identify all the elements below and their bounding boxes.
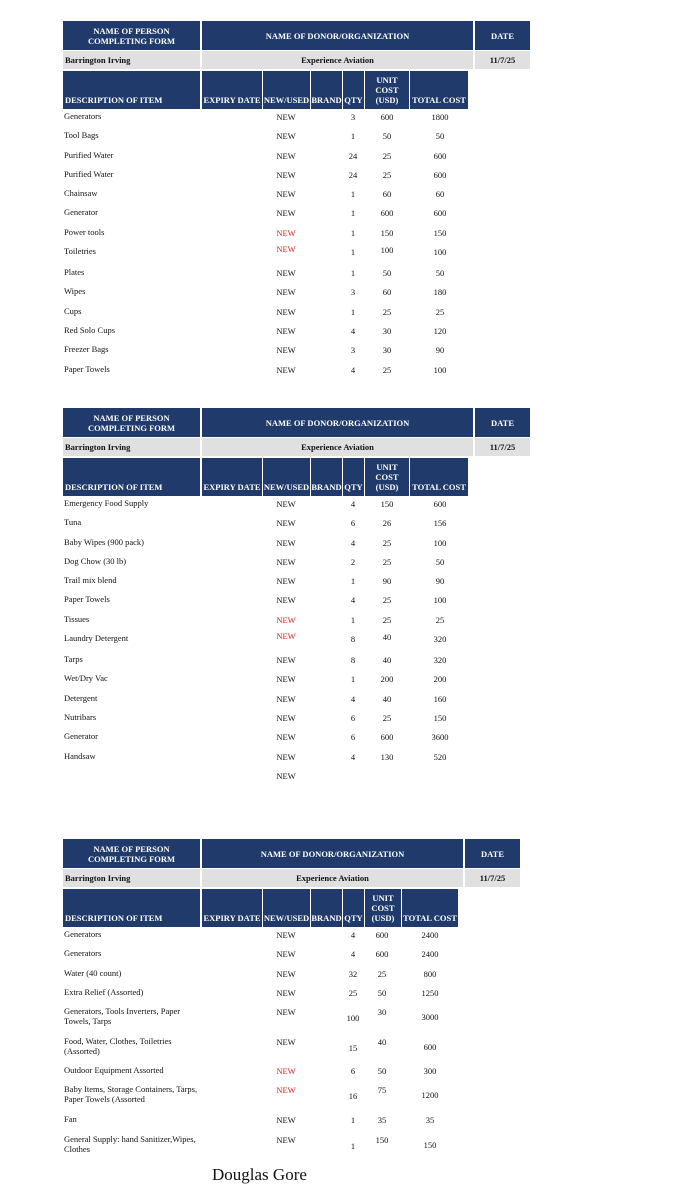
person-name: Barrington Irving: [63, 869, 200, 887]
header-donor: NAME OF DONOR/ORGANIZATION: [202, 839, 463, 868]
donor-name: Experience Aviation: [202, 869, 463, 887]
form-date: 11/7/25: [475, 51, 530, 69]
col-new-used: NEW/USED: [263, 71, 310, 109]
header-date: DATE: [475, 21, 530, 50]
form-date: 11/7/25: [465, 869, 520, 887]
person-name: Barrington Irving: [63, 438, 200, 456]
col-unit-cost: UNIT COST (USD): [365, 458, 409, 496]
col-brand: BRAND: [311, 71, 342, 109]
header-donor: NAME OF DONOR/ORGANIZATION: [202, 408, 473, 437]
donor-name: Experience Aviation: [202, 438, 473, 456]
col-unit-cost: UNIT COST (USD): [365, 71, 409, 109]
col-brand: BRAND: [311, 458, 342, 496]
col-unit-cost: UNIT COST (USD): [365, 889, 401, 927]
form-date: 11/7/25: [475, 438, 530, 456]
col-new-used: NEW/USED: [263, 458, 310, 496]
col-description: DESCRIPTION OF ITEM: [63, 889, 200, 927]
col-qty: QTY: [343, 889, 364, 927]
header-person: NAME OF PERSON COMPLETING FORM: [63, 408, 200, 437]
col-total-cost: TOTAL COST: [410, 71, 468, 109]
col-expiry: EXPIRY DATE: [202, 889, 262, 927]
header-person: NAME OF PERSON COMPLETING FORM: [63, 21, 200, 50]
signature-name: Douglas Gore: [212, 1165, 307, 1184]
col-brand: BRAND: [311, 889, 342, 927]
col-new-used: NEW/USED: [263, 889, 310, 927]
col-total-cost: TOTAL COST: [410, 458, 468, 496]
col-total-cost: TOTAL COST: [402, 889, 458, 927]
col-expiry: EXPIRY DATE: [202, 458, 262, 496]
col-qty: QTY: [343, 458, 364, 496]
donor-name: Experience Aviation: [202, 51, 473, 69]
header-donor: NAME OF DONOR/ORGANIZATION: [202, 21, 473, 50]
person-name: Barrington Irving: [63, 51, 200, 69]
col-qty: QTY: [343, 71, 364, 109]
header-person: NAME OF PERSON COMPLETING FORM: [63, 839, 200, 868]
col-description: DESCRIPTION OF ITEM: [63, 71, 200, 109]
col-description: DESCRIPTION OF ITEM: [63, 458, 200, 496]
col-expiry: EXPIRY DATE: [202, 71, 262, 109]
header-date: DATE: [465, 839, 520, 868]
header-date: DATE: [475, 408, 530, 437]
